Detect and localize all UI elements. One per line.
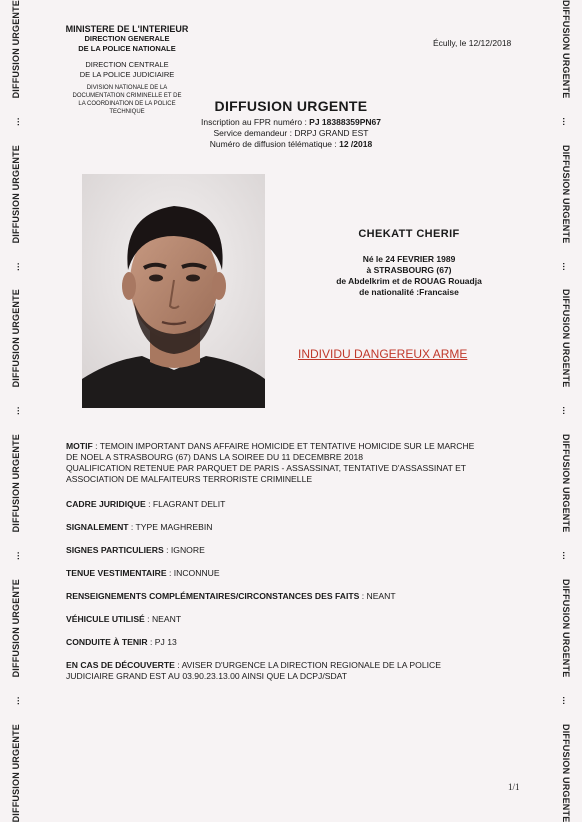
motif-label: MOTIF [66,441,93,451]
diffusion-number-line [180,139,402,150]
side-banner-separator: … [561,261,571,271]
identity-block [296,228,522,298]
decouverte-field [66,660,526,682]
tenue-value: : INCONNUE [166,568,220,578]
number-label: Numéro de diffusion télématique : [209,139,340,149]
side-banner-separator: … [11,406,21,416]
side-banner-separator: … [561,116,571,127]
cadre-label: CADRE JURIDIQUE [66,499,146,509]
decouverte-line-2: JUDICIAIRE GRAND EST AU 03.90.23.13.00 AINSI QUE LA DCPJ/SDAT [66,671,347,681]
motif-line-2: DE NOEL A STRASBOURG (67) DANS LA SOIREE DU 11 DECEMBRE 2018 [66,452,364,462]
side-banner-text: DIFFUSION URGENTE [11,144,21,244]
motif-line-4: ASSOCIATION DE MALFAITEURS TERRORISTE CRIMINELLE [66,474,313,484]
renseignements-field [66,591,526,602]
title-block [180,98,402,150]
side-banner-text: DIFFUSION URGENTE [561,0,571,99]
motif-line-3: QUALIFICATION RETENUE PAR PARQUET DE PARIS - ASSASSINAT, TENTATIVE D'ASSASSINAT ET [66,463,467,473]
registration-info [180,117,402,150]
renseignements-label: RENSEIGNEMENTS COMPLÉMENTAIRES/CIRCONSTANCES DES FAITS [66,591,360,601]
danger-warning: INDIVIDU DANGEREUX ARME [298,347,468,361]
side-banner-text: DIFFUSION URGENTE [561,578,571,678]
signalement-field [66,522,526,533]
signes-value: : IGNORE [163,545,205,555]
details-section [66,441,526,694]
page-number: 1/1 [508,782,520,792]
fpr-line [180,117,402,128]
division-line-4: TECHNIQUE [109,109,145,115]
tenue-label: TENUE VESTIMENTAIRE [66,568,167,578]
service-label: Service demandeur : [213,128,295,138]
decouverte-line-1: : AVISER D'URGENCE LA DIRECTION REGIONALE DE LA POLICE [174,660,441,670]
direction-line-2: DE LA POLICE NATIONALE [78,44,176,53]
birth-date: Né le 24 FEVRIER 1989 [362,254,456,264]
dcpj-line-1: DIRECTION CENTRALE [85,60,169,69]
number-value: 12 /2018 [339,139,373,149]
right-side-banner [556,0,576,822]
cadre-field [66,499,526,510]
fpr-label: Inscription au FPR numéro : [200,117,310,127]
side-banner-text: DIFFUSION URGENTE [561,289,571,388]
document-date: Écully, le 12/12/2018 [433,38,512,48]
birth-info [296,254,522,298]
side-banner-text: DIFFUSION URGENTE [11,723,21,822]
service-line [180,128,402,139]
document-title: DIFFUSION URGENTE [214,98,368,114]
fpr-value: PJ 18388359PN67 [309,117,382,127]
service-value: DRPJ GRAND EST [294,128,369,138]
side-banner-separator: … [11,116,21,127]
side-banner-text: DIFFUSION URGENTE [11,434,21,533]
nationality: de nationalité :Francaise [359,287,459,297]
side-banner-separator: … [11,695,21,705]
cadre-value: : FLAGRANT DELIT [145,499,226,509]
vehicule-label: VÉHICULE UTILISÉ [66,614,145,624]
dcpj-line-2: DE LA POLICE JUDICIAIRE [79,70,175,79]
ministry-name: MINISTERE DE L'INTERIEUR [65,24,189,34]
side-banner-separator: … [11,551,21,561]
division-line-1: DIVISION NATIONALE DE LA [86,85,168,91]
conduite-value: : PJ 13 [147,637,177,647]
suspect-name: CHEKATT CHERIF [358,228,460,240]
direction-line-1: DIRECTION GENERALE [84,34,170,43]
side-banner-text: DIFFUSION URGENTE [11,289,21,388]
side-banner-text: DIFFUSION URGENTE [561,144,571,244]
side-banner-separator: … [561,551,571,561]
conduite-field [66,637,526,648]
division-line-3: LA COORDINATION DE LA POLICE [78,101,176,107]
renseignements-value: : NEANT [359,591,396,601]
signes-field [66,545,526,556]
left-side-banner [6,0,26,822]
vehicule-value: : NEANT [144,614,182,624]
side-banner-text: DIFFUSION URGENTE [561,434,571,533]
decouverte-label: EN CAS DE DÉCOUVERTE [66,660,175,670]
side-banner-text: DIFFUSION URGENTE [561,723,571,822]
portrait-image [82,174,265,408]
side-banner-text: DIFFUSION URGENTE [11,0,21,99]
motif-line-1: : TEMOIN IMPORTANT DANS AFFAIRE HOMICIDE ET TENTATIVE HOMICIDE SUR LE MARCHE [92,441,475,451]
signalement-value: : TYPE MAGHREBIN [128,522,213,532]
conduite-label: CONDUITE À TENIR [66,637,148,647]
parents: de Abdelkrim et de ROUAG Rouadja [336,276,482,286]
tenue-field [66,568,526,579]
division-line-2: DOCUMENTATION CRIMINELLE ET DE [72,93,182,99]
vehicule-field [66,614,526,625]
side-banner-separator: … [11,261,21,271]
side-banner-text: DIFFUSION URGENTE [11,578,21,678]
signes-label: SIGNES PARTICULIERS [66,545,164,555]
motif-field [66,441,526,485]
suspect-photo [82,174,265,408]
signalement-label: SIGNALEMENT [66,522,129,532]
birth-place: à STRASBOURG (67) [366,265,452,275]
side-banner-separator: … [561,695,571,705]
side-banner-separator: … [561,406,571,416]
